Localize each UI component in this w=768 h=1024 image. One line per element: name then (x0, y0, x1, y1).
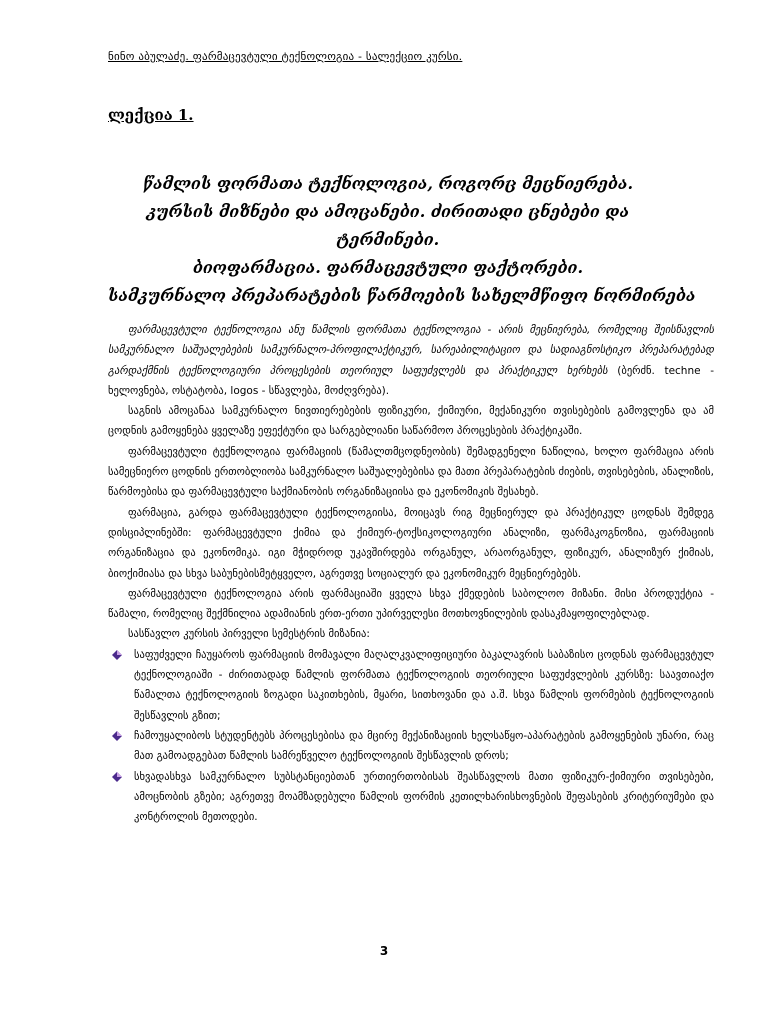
definition-italic-text: ფარმაცევტული ტექნოლოგია ანუ წამლის ფორმათა ტექნოლოგია - არის მეცნიერება, რომელიც შეისწავლის სამკურნალო საშუალებების სამკურნალო-პროფილაქტიკურ, სარეაბილიტაციო და სადიაგნოსტიკო პრეპარატებად გარდაქმნის ტექნოლოგიური პროცესების თეორიულ საფუძვლებს და პრაქტიკულ ხერხებს (108, 324, 714, 377)
list-item-text: საფუძველი ჩაუყაროს ფარმაციის მომავალი მაღალკვალიფიციური ბაკალავრის საბაზისო ცოდნას ფარმაცევტულ ტექნოლოგიაში - ძირითადად წამლის ფორმათა ტექნოლოგიის თეორიული საფუძვლების კურსზე: საავთიაქო წამალთა ტექნოლოგიის ზოგადი საკითხების, მყარი, სითხოვანი და ა.შ. სხვა წამლის ფორმების ტექნოლოგიის შესწავლის გზით; (134, 648, 714, 722)
title-line: სამკურნალო პრეპარატების წარმოების სახელმწიფო ნორმირება (108, 286, 696, 305)
paragraph-pharmacy-part: ფარმაცევტული ტექნოლოგია ფარმაციის (წამალთმცოდნეობის) შემადგენელი ნაწილია, ხოლო ფარმაცია არის სამეცნიერო ცოდნის ერთობლიობა სამკურნალო საშუალებებისა და მათი პრეპარატების ძიების, თვისებების, ანალიზის, წარმოებისა და ფარმაცევტული საქმიანობის ორგანიზაციისა და ეკონომიკის შესახებ. (108, 445, 714, 499)
paragraph-semester-goal: სასწავლო კურსის პირველი სემესტრის მიზანია: (128, 628, 370, 641)
diamond-bullet-icon (112, 650, 122, 660)
definition-etymology-text: (ბერძნ. techne - ხელოვნება, ოსტატობა, logos - სწავლება, მოძღვრება). (108, 364, 714, 397)
lecture-title (108, 170, 696, 310)
goals-list (108, 645, 714, 828)
list-item (108, 645, 714, 726)
page-header: ნინო აბულაძე. ფარმაცევტული ტექნოლოგია - სალექციო კურსი. (108, 50, 463, 63)
paragraph-final-goal: ფარმაცევტული ტექნოლოგია არის ფარმაციაში ყველა სხვა ქმედების საბოლოო მიზანი. მისი პროდუქტია - წამალი, რომელიც შექმნილია ადამიანის ერთ-ერთი უპირველესი მოთხოვნილების დასაკმაყოფილებლად. (108, 587, 714, 621)
lecture-label: ლექცია 1. (108, 106, 194, 124)
title-line: წამლის ფორმათა ტექნოლოგია, როგორც მეცნიერება. (142, 174, 634, 193)
diamond-bullet-icon (112, 772, 122, 782)
list-item-text: სხვადასხვა სამკურნალო სუბსტანციებთან ურთიერთობისას შეასწავლოს მათი ფიზიკურ-ქიმიური თვისებები, ამოცნობის გზები; აგრეთვე მოამზადებული წამლის ფორმის კეთილხარისხოვნების შეფასების კრიტერიუმები და კონტროლის მეთოდები. (134, 770, 714, 824)
diamond-bullet-icon (112, 731, 122, 741)
page-number: 3 (379, 944, 389, 958)
title-line: ბიოფარმაცია. ფარმაცევტული ფაქტორები. (192, 258, 584, 277)
paragraph-definition (108, 320, 714, 401)
title-line: ტერმინები. (336, 230, 440, 249)
list-item (108, 767, 714, 828)
paragraph-subject-task: საგნის ამოცანაა სამკურნალო ნივთიერებების ფიზიკური, ქიმიური, მექანიკური თვისებების გამოვლენა და ამ ცოდნის გამოყენება ყველაზე ეფექტური და სარგებლიანი საწარმოო პროცესების პრაქტიკაში. (108, 405, 714, 438)
title-line: კურსის მიზნები და ამოცანები. ძირითადი ცნებები და (146, 202, 630, 221)
lecture-body (108, 320, 714, 827)
paragraph-disciplines: ფარმაცია, გარდა ფარმაცევტული ტექნოლოგიისა, მოიცავს რიგ მეცნიერულ და პრაქტიკულ ცოდნას შემდეგ დისციპლინებში: ფარმაცევტული ქიმია და ქიმიურ-ტოქსიკოლოგიური ანალიზი, ფარმაკოგნოზია, ფარმაციის ორგანიზაცია და ეკონომიკა. იგი მჭიდროდ უკავშირდება ორგანულ, არაორგანულ, ფიზიკურ, ანალიზურ ქიმიას, ბიოქიმიასა და სხვა საბუნებისმეტყველო, აგრეთვე სოციალურ და ეკონომიკურ მეცნიერებებს. (108, 506, 714, 580)
list-item-text: ჩამოუყალიბოს სტუდენტებს პროცესებისა და მცირე მექანიზაციის ხელსაწყო-აპარატების გამოყენების უნარი, რაც მათ გამოადგებათ წამლის სამრეწველო ტექნოლოგიის შესწავლის დროს; (134, 729, 714, 763)
list-item (108, 726, 714, 767)
